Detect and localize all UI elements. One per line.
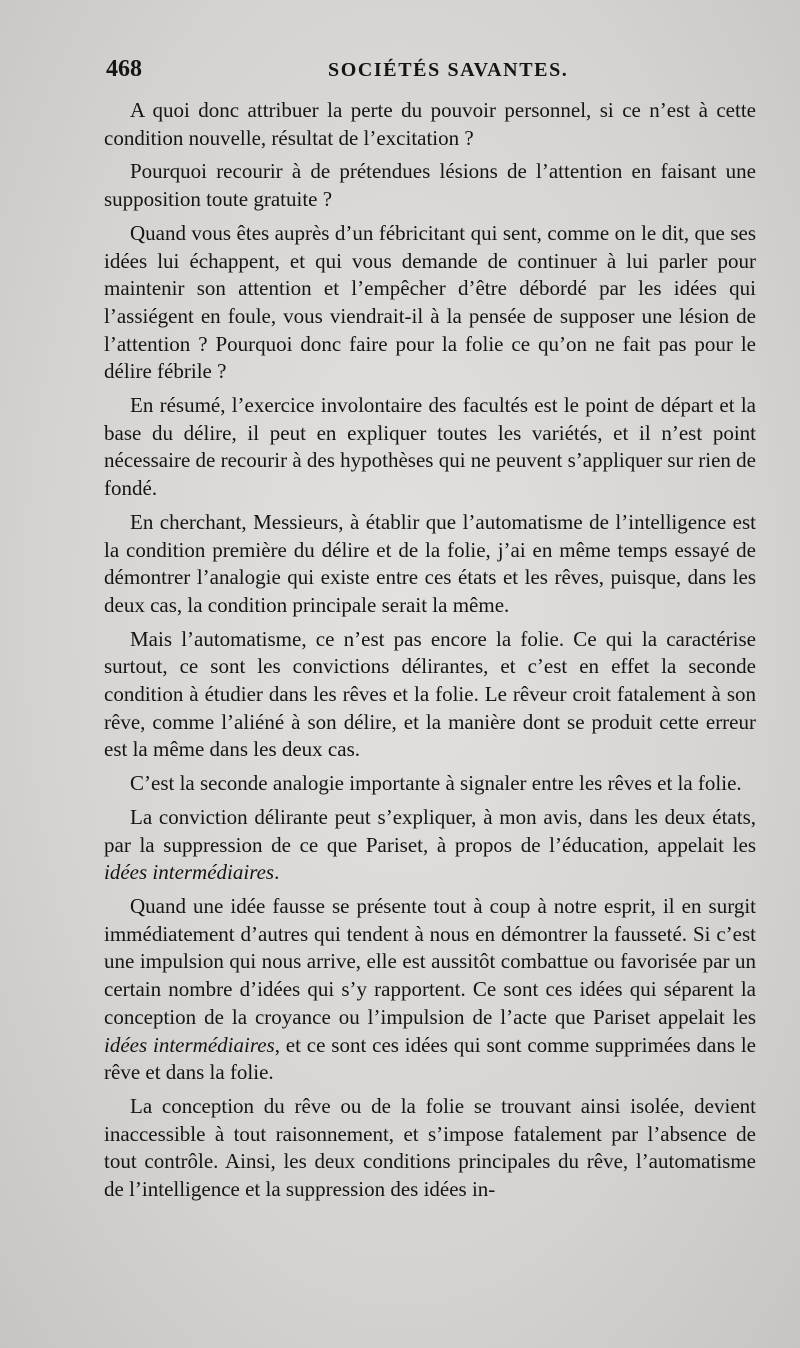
paragraph (104, 626, 756, 765)
paragraph-text-end: . (274, 860, 280, 885)
paragraph (104, 509, 756, 620)
paragraph-text: En résumé, l’exercice involontaire des facultés est le point de départ et la base du délire, il peut en expliquer toutes les variétés, et il n’est point nécessaire de recourir à des hypothèses qui ne peuvent s’appliquer sur rien de fondé. (104, 393, 756, 501)
italic-term: idées intermédiaires (104, 1032, 275, 1057)
running-head: SOCIÉTÉS SAVANTES. (328, 59, 569, 81)
paragraph-text: En cherchant, Messieurs, à établir que l’automatisme de l’intelligence est la condition première du délire et de la folie, j’ai en même temps essayé de démontrer l’analogie qui existe entre ces états et les rêves, puisque, dans les deux cas, la condition principale serait la même. (104, 509, 756, 617)
paragraph-text: La conception du rêve ou de la folie se trouvant ainsi isolée, devient inaccessible à tout raisonnement, et s’impose fatalement par l’absence de tout contrôle. Ainsi, les deux conditions principales du rêve, l’automatisme de l’intelligence et la suppression des idées in- (104, 1093, 756, 1202)
page-header (106, 56, 746, 88)
paragraph (104, 392, 756, 503)
paragraph-text: Mais l’automatisme, ce n’est pas encore la folie. Ce qui la caractérise surtout, ce sont les convictions délirantes, et c’est en effet la seconde condition à étudier dans les rêves et la folie. Le rêveur croit fatalement à son rêve, comme l’aliéné à son délire, et la manière dont se produit cette erreur est la même dans les deux cas. (104, 626, 756, 762)
paragraph-text: C’est la seconde analogie importante à signaler entre les rêves et la folie. (130, 771, 742, 796)
paragraph (104, 804, 756, 887)
body-text (104, 97, 756, 1204)
paragraph-text-end: , et ce sont ces idées qui sont comme supprimées dans le rêve et dans la folie. (104, 1032, 756, 1085)
paragraph (104, 158, 756, 213)
paragraph (104, 220, 756, 386)
paragraph-text: Quand une idée fausse se présente tout à coup à notre esprit, il en surgit immédiatement d’autres qui tendent à nous en démontrer la fausseté. Si c’est une impulsion qui nous arrive, elle est aussitôt combattue ou favorisée par un certain nombre d’idées qui s’y rapportent. Ce sont ces idées qui séparent la conception de la croyance ou l’impulsion de l’acte que Pariset appelait les (104, 893, 756, 1029)
page-number: 468 (106, 56, 142, 82)
paragraph (104, 893, 756, 1087)
paragraph-text: Quand vous êtes auprès d’un fébricitant qui sent, comme on le dit, que ses idées lui échappent, et qui vous demande de continuer à lui parler pour maintenir son attention et l’empêcher d’être débordé par les idées qui l’assiégent en foule, vous viendrait-il à la pensée de supposer une lésion de l’attention ? Pourquoi donc faire pour la folie ce qu’on ne fait pas pour le délire fébrile ? (104, 220, 756, 384)
paragraph-text: Pourquoi recourir à de prétendues lésions de l’attention en faisant une supposition toute gratuite ? (104, 159, 756, 212)
paragraph (104, 1093, 756, 1204)
paragraph-text: A quoi donc attribuer la perte du pouvoir personnel, si ce n’est à cette condition nouvelle, résultat de l’excitation ? (104, 98, 756, 150)
paragraph-text: La conviction délirante peut s’expliquer, à mon avis, dans les deux états, par la suppression de ce que Pariset, à propos de l’éducation, appelait les (104, 804, 756, 857)
paragraph (104, 97, 756, 152)
italic-term: idées intermédiaires (104, 860, 275, 885)
paragraph (104, 770, 756, 798)
